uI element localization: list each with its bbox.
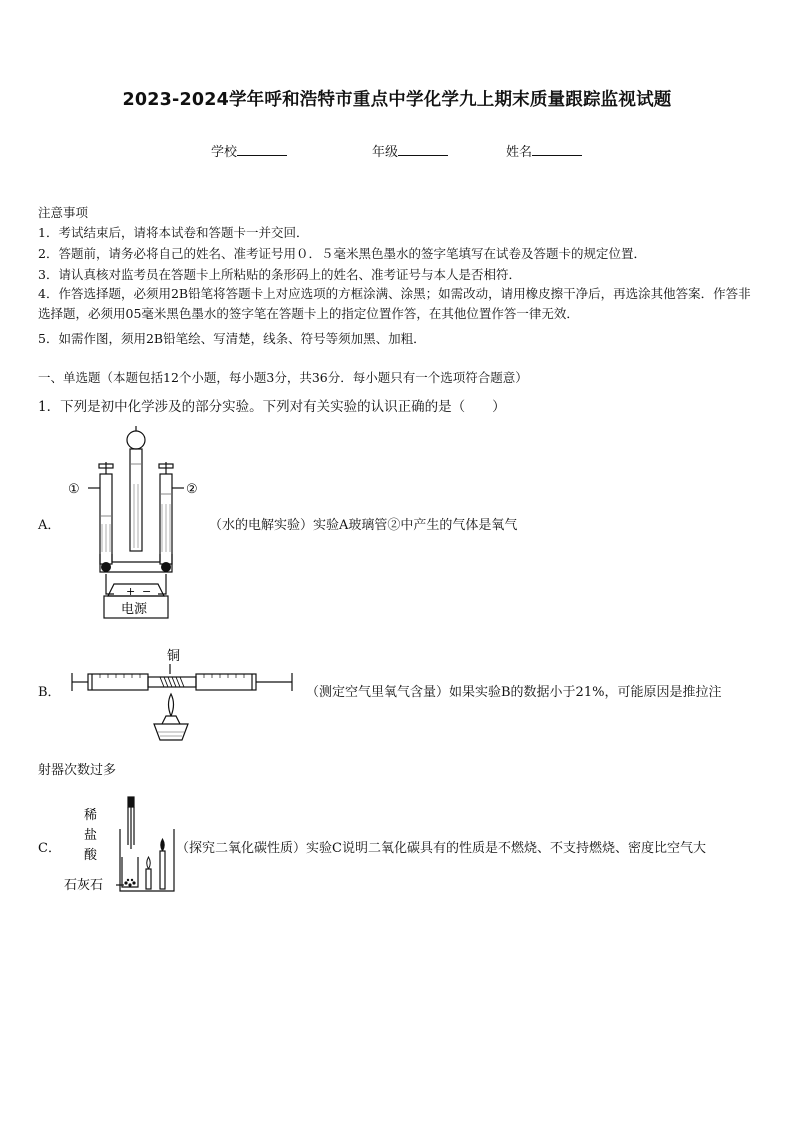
grade-label: 年级 xyxy=(372,145,399,160)
syringe-copper-apparatus-figure xyxy=(70,646,302,744)
section-heading: 一、单选题（本题包括12个小题，每小题3分，共36分．每小题只有一个选项符合题意） xyxy=(38,370,528,385)
name-label: 姓名 xyxy=(506,145,533,160)
option-c-letter[interactable]: C． xyxy=(38,841,61,856)
option-a-letter[interactable]: A． xyxy=(38,518,61,533)
note-item: 5．如需作图，须用2B铅笔绘、写清楚，线条、符号等须加黑、加粗． xyxy=(38,331,426,346)
note-item: 3．请认真核对监考员在答题卡上所粘贴的条形码上的姓名、准考证号与本人是否相符． xyxy=(38,267,521,282)
page-title: 2023-2024学年呼和浩特市重点中学化学九上期末质量跟踪监视试题 xyxy=(122,90,672,110)
school-field xyxy=(211,141,287,160)
copper-label: 铜 xyxy=(167,649,181,664)
acid-label-3: 酸 xyxy=(84,848,98,863)
option-b-letter[interactable]: B． xyxy=(38,685,61,700)
limestone-label: 石灰石 xyxy=(64,878,104,893)
note-item: 2．答题前，请务必将自己的姓名、准考证号用０．５毫米黑色墨水的签字笔填写在试卷及答题卡的规定位置． xyxy=(38,246,646,261)
tube-2-label: ② xyxy=(186,482,198,497)
grade-field xyxy=(372,141,448,160)
note-item: 4．作答选择题，必须用2B铅笔将答题卡上对应选项的方框涂满、涂黑；如需改动，请用橡皮擦干净后，再选涂其他答案．作答非选择题，必须用05毫米黑色墨水的签字笔在答题卡上的指定位置作答，在其他位置作答一律无效． xyxy=(38,286,751,321)
option-c-text[interactable]: （探究二氧化碳性质）实验C说明二氧化碳具有的性质是不燃烧、不支持燃烧、密度比空气大 xyxy=(176,841,706,856)
note-item: 1．考试结束后，请将本试卷和答题卡一并交回． xyxy=(38,225,309,240)
minus-terminal-label: − xyxy=(142,585,152,598)
name-field xyxy=(506,141,582,160)
school-label: 学校 xyxy=(211,145,238,160)
tube-1-label: ① xyxy=(68,482,80,497)
name-blank[interactable] xyxy=(532,143,582,156)
notes-heading: 注意事项 xyxy=(38,205,89,220)
acid-label-1: 稀 xyxy=(84,808,98,823)
option-a-text[interactable]: （水的电解实验）实验A玻璃管②中产生的气体是氧气 xyxy=(209,518,518,533)
option-b-text-line1[interactable]: （测定空气里氧气含量）如果实验B的数据小于21%，可能原因是推拉注 xyxy=(306,685,722,700)
electrolysis-apparatus-figure xyxy=(64,424,204,620)
power-source-label: 电源 xyxy=(121,602,148,617)
acid-label-2: 盐 xyxy=(84,828,98,843)
question-stem: 1．下列是初中化学涉及的部分实验。下列对有关实验的认识正确的是（ ） xyxy=(38,399,506,415)
option-b-text-line2[interactable]: 射器次数过多 xyxy=(38,763,117,778)
school-blank[interactable] xyxy=(237,143,287,156)
grade-blank[interactable] xyxy=(398,143,448,156)
plus-terminal-label: + xyxy=(126,585,136,598)
co2-candle-beaker-figure xyxy=(62,795,178,899)
